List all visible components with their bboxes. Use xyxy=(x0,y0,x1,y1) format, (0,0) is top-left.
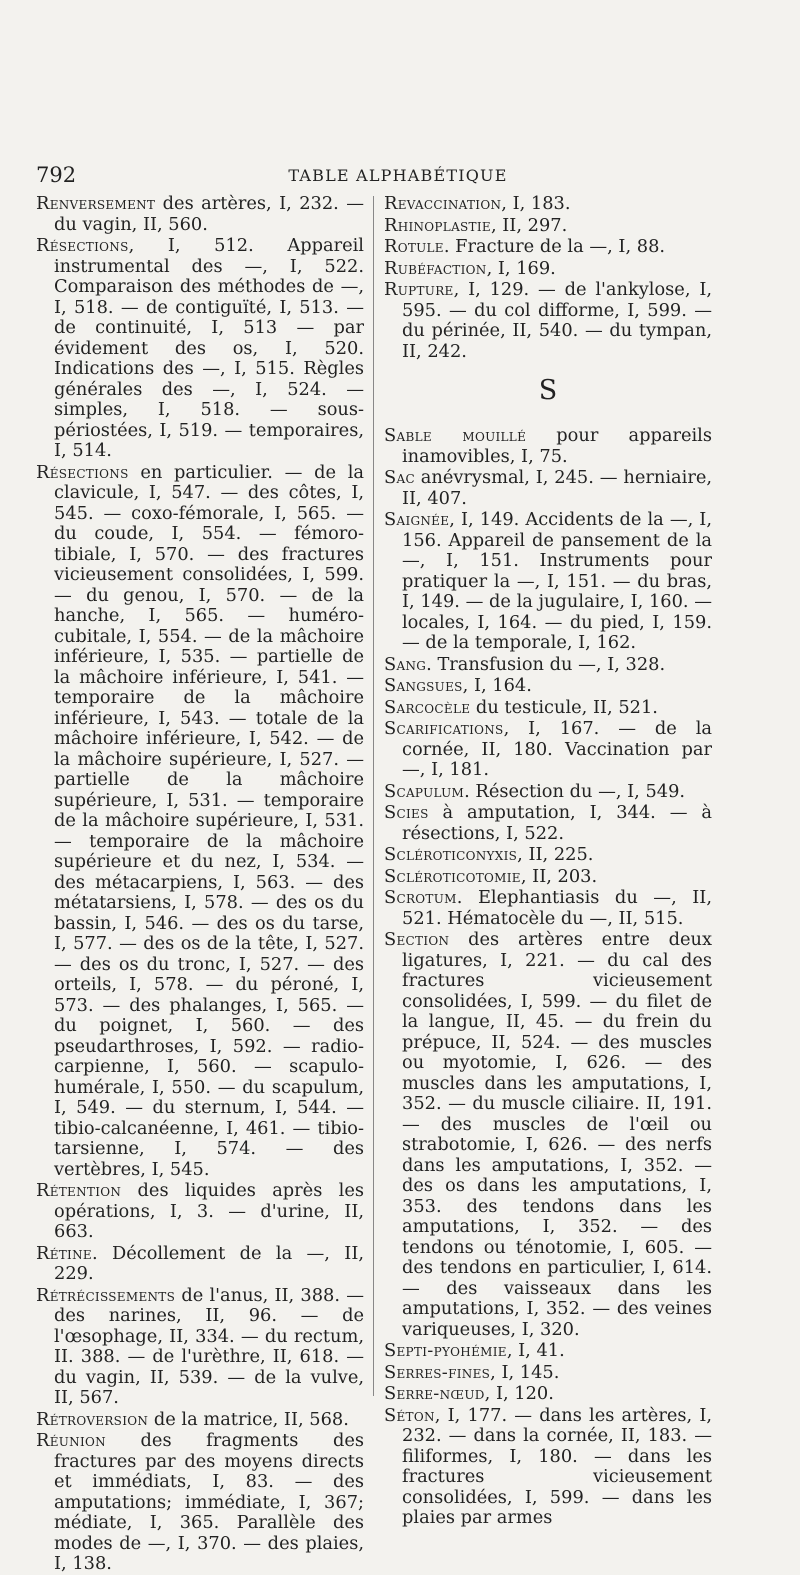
entry-head: Renversement xyxy=(36,193,156,214)
entry-head: Sable mouillé xyxy=(384,425,527,446)
index-entry xyxy=(384,1341,712,1362)
entry-head: Rhinoplastie xyxy=(384,214,491,236)
index-entry xyxy=(384,655,712,676)
entry-text: , I, 164. xyxy=(462,675,532,696)
entry-head: Rétention xyxy=(36,1180,122,1201)
entry-head: Sac xyxy=(384,467,415,488)
index-entry xyxy=(36,236,364,462)
entry-text: en particulier. — de la clavicule, I, 547. — des côtes, I, 545. — coxo-fémorale, I, 565. — du coude, I, 554. — fémoro-tibiale, I, 570. — des fractures vicieusement consolidées, I, 599. — du genou, I, 570. — de la hanche, I, 565. — huméro-cubitale, I, 554. — de la mâchoire inférieure, I, 535. — partielle de la mâchoire inférieure, I, 541. — temporaire de la mâchoire inférieure, I, 543. — totale de la mâchoire inférieure, I, 542. — de la mâchoire supérieure, I, 527. — partielle de la mâchoire supérieure, I, 531. — temporaire de la mâchoire supérieure, I, 531. — temporaire de la mâchoire supérieure et du nez, I, 534. — des métacarpiens, I, 563. — des métatarsiens, I, 578. — des os du bassin, I, 546. — des os du tarse, I, 577. — des os de la tête, I, 527. — des os du tronc, I, 527. — des orteils, I, 578. — du péroné, I, 573. — des phalanges, I, 565. — du poignet, I, 560. — des pseudarthroses, I, 592. — radio-carpienne, I, 560. — scapulo-humérale, I, 550. — du scapulum, I, 549. — du sternum, I, 544. — tibio-calcanéenne, I, 461. — tibio-tarsienne, I, 574. — des vertèbres, I, 545. xyxy=(54,461,364,1180)
index-entry xyxy=(384,1406,712,1529)
entry-text: . Elephantiasis du —, II, 521. Hématocèle du —, II, 515. xyxy=(402,887,712,929)
entry-text: à amputation, I, 344. — à résections, I, 522. xyxy=(402,802,712,844)
entry-head: Résections xyxy=(36,461,129,483)
index-entry xyxy=(384,468,712,509)
index-entry xyxy=(384,845,712,866)
entry-text: des artères entre deux ligatures, I, 221. — du cal des fractures vicieusement consolidées, I, 599. — du filet de la langue, II, 45. — du frein du prépuce, II, 524. — des muscles ou myotomie, I, 626. — des muscles dans les amputations, I, 352. — du muscle ciliaire. II, 191. — des muscles de l'œil ou strabotomie, I, 626. — des nerfs dans les amputations, I, 352. — des os dans les amputations, I, 353. des tendons dans les amputations, I, 352. — des tendons ou ténotomie, I, 605. — des tendons en particulier, I, 614. — des vaisseaux dans les amputations, I, 352. — des veines variqueuses, I, 320. xyxy=(402,929,712,1340)
index-entry xyxy=(384,888,712,929)
section-letter: S xyxy=(538,375,558,406)
entry-text: , I, 41. xyxy=(506,1340,565,1361)
left-column xyxy=(36,193,364,1574)
entry-head: Serre-nœud xyxy=(384,1383,485,1404)
right-column xyxy=(384,193,712,1528)
entry-text: , I, 129. — de l'ankylose, I, 595. — du col difforme, I, 599. — du périnée, II, 540. — du tympan, II, 242. xyxy=(402,279,712,362)
index-entry xyxy=(36,463,364,1181)
column-divider xyxy=(373,196,374,1396)
entry-head: Saignée xyxy=(384,509,450,530)
entry-head: Rubéfaction xyxy=(384,257,487,279)
entry-text: , I, 167. — de la cornée, II, 180. Vaccination par —, I, 181. xyxy=(402,718,712,780)
entry-text: des artères, I, 232. — du vagin, II, 560. xyxy=(54,193,364,235)
index-entry xyxy=(36,1431,364,1575)
entry-text: des liquides après les opérations, I, 3. — d'urine, II, 663. xyxy=(54,1180,364,1242)
entry-text: , I, 512. Appareil instrumental des —, I, 522. Comparaison des méthodes de —, I, 518. — de contiguïté, I, 513. — de continuité, I, 513 — par évidement des os, I, 520. Indications des —, I, 515. Règles générales des —, I, 524. — simples, I, 518. — sous-périostées, I, 519. — temporaires, I, 514. xyxy=(54,235,364,461)
index-entry xyxy=(384,194,712,215)
page-header xyxy=(36,158,760,192)
entry-head: Rétroversion xyxy=(36,1408,149,1430)
entry-head: Revaccination xyxy=(384,193,502,214)
index-entry xyxy=(36,194,364,235)
entry-text: . Fracture de la —, I, 88. xyxy=(443,236,666,257)
index-entry xyxy=(384,676,712,697)
entry-head: Sarcocèle xyxy=(384,696,471,718)
entry-head: Rétrécissements xyxy=(36,1284,176,1306)
index-entry xyxy=(36,1244,364,1285)
entry-head: Scléroticotomie xyxy=(384,865,521,887)
entry-head: Rotule xyxy=(384,236,444,257)
index-entry xyxy=(384,1363,712,1384)
entry-text: , I, 145. xyxy=(490,1361,560,1383)
entry-text: . Transfusion du —, I, 328. xyxy=(426,653,666,675)
entry-head: Sangsues xyxy=(384,675,463,696)
index-entry xyxy=(384,698,712,719)
index-entry xyxy=(36,1181,364,1243)
index-entry xyxy=(36,1410,364,1431)
page-number: 792 xyxy=(36,163,77,187)
index-entry xyxy=(384,216,712,237)
entry-head: Serres-fines xyxy=(384,1361,491,1383)
entry-head: Scapulum xyxy=(384,780,465,802)
entry-text: de la matrice, II, 568. xyxy=(148,1408,349,1430)
entry-text: anévrysmal, I, 245. — herniaire, II, 407. xyxy=(402,467,712,509)
running-title: TABLE ALPHABÉTIQUE xyxy=(288,165,508,185)
entry-head: Rétine xyxy=(36,1242,92,1264)
entry-text: pour appareils inamovibles, I, 75. xyxy=(402,425,712,467)
index-entry xyxy=(384,280,712,362)
index-entry xyxy=(384,782,712,803)
entry-text: , II, 297. xyxy=(490,214,568,236)
index-entry xyxy=(384,426,712,467)
entry-head: Réunion xyxy=(36,1430,106,1451)
entry-head: Rupture xyxy=(384,279,454,300)
index-entry xyxy=(384,1384,712,1405)
index-entry xyxy=(384,930,712,1340)
entry-head: Scléroticonyxis xyxy=(384,844,518,865)
entry-head: Résections xyxy=(36,235,129,256)
index-entry xyxy=(384,867,712,888)
entry-head: Septi-pyohémie xyxy=(384,1340,507,1361)
entry-text: , I, 183. xyxy=(501,193,571,214)
index-entry xyxy=(36,1286,364,1409)
entry-text: , I, 177. — dans les artères, I, 232. — dans la cornée, II, 183. — filiformes, I, 180. — dans les fractures vicieusement consolidées, I, 599. — dans les plaies par armes xyxy=(402,1404,712,1528)
entry-head: Sang xyxy=(384,653,427,675)
index-entry xyxy=(384,803,712,844)
entry-text: , II, 225. xyxy=(517,844,594,865)
entry-head: Scrotum xyxy=(384,887,457,908)
entry-text: , I, 120. xyxy=(484,1383,554,1404)
entry-text: . Résection du —, I, 549. xyxy=(464,780,686,802)
entry-text: du testicule, II, 521. xyxy=(470,696,658,718)
entry-text: , I, 169. xyxy=(486,257,556,279)
entry-text: de l'anus, II, 388. — des narines, II, 96. — de l'œsophage, II, 334. — du rectum, II. 388. — de l'urèthre, II, 618. — du vagin, II, 539. — de la vulve, II, 567. xyxy=(54,1284,364,1408)
entry-text: , I, 149. Accidents de la —, I, 156. Appareil de pansement de la —, I, 151. Instruments pour pratiquer la —, I, 151. — du bras, I, 149. — de la jugulaire, I, 160. — locales, I, 164. — du pied, I, 159. — de la temporale, I, 162. xyxy=(402,509,712,653)
index-entry xyxy=(384,510,712,654)
entry-head: Scarifications xyxy=(384,718,504,739)
entry-head: Scies xyxy=(384,802,429,823)
index-entry xyxy=(384,237,712,258)
index-entry xyxy=(384,719,712,781)
entry-head: Séton xyxy=(384,1404,435,1426)
entry-text: des fragments des fractures par des moyens directs et immédiats, I, 83. — des amputations; immédiate, I, 367; médiate, I, 365. Parallèle des modes de —, I, 370. — des plaies, I, 138. xyxy=(54,1430,364,1574)
index-entry xyxy=(384,259,712,280)
entry-text: . Décollement de la —, II, 229. xyxy=(54,1242,364,1284)
entry-head: Section xyxy=(384,929,450,950)
entry-text: , II, 203. xyxy=(520,865,598,887)
